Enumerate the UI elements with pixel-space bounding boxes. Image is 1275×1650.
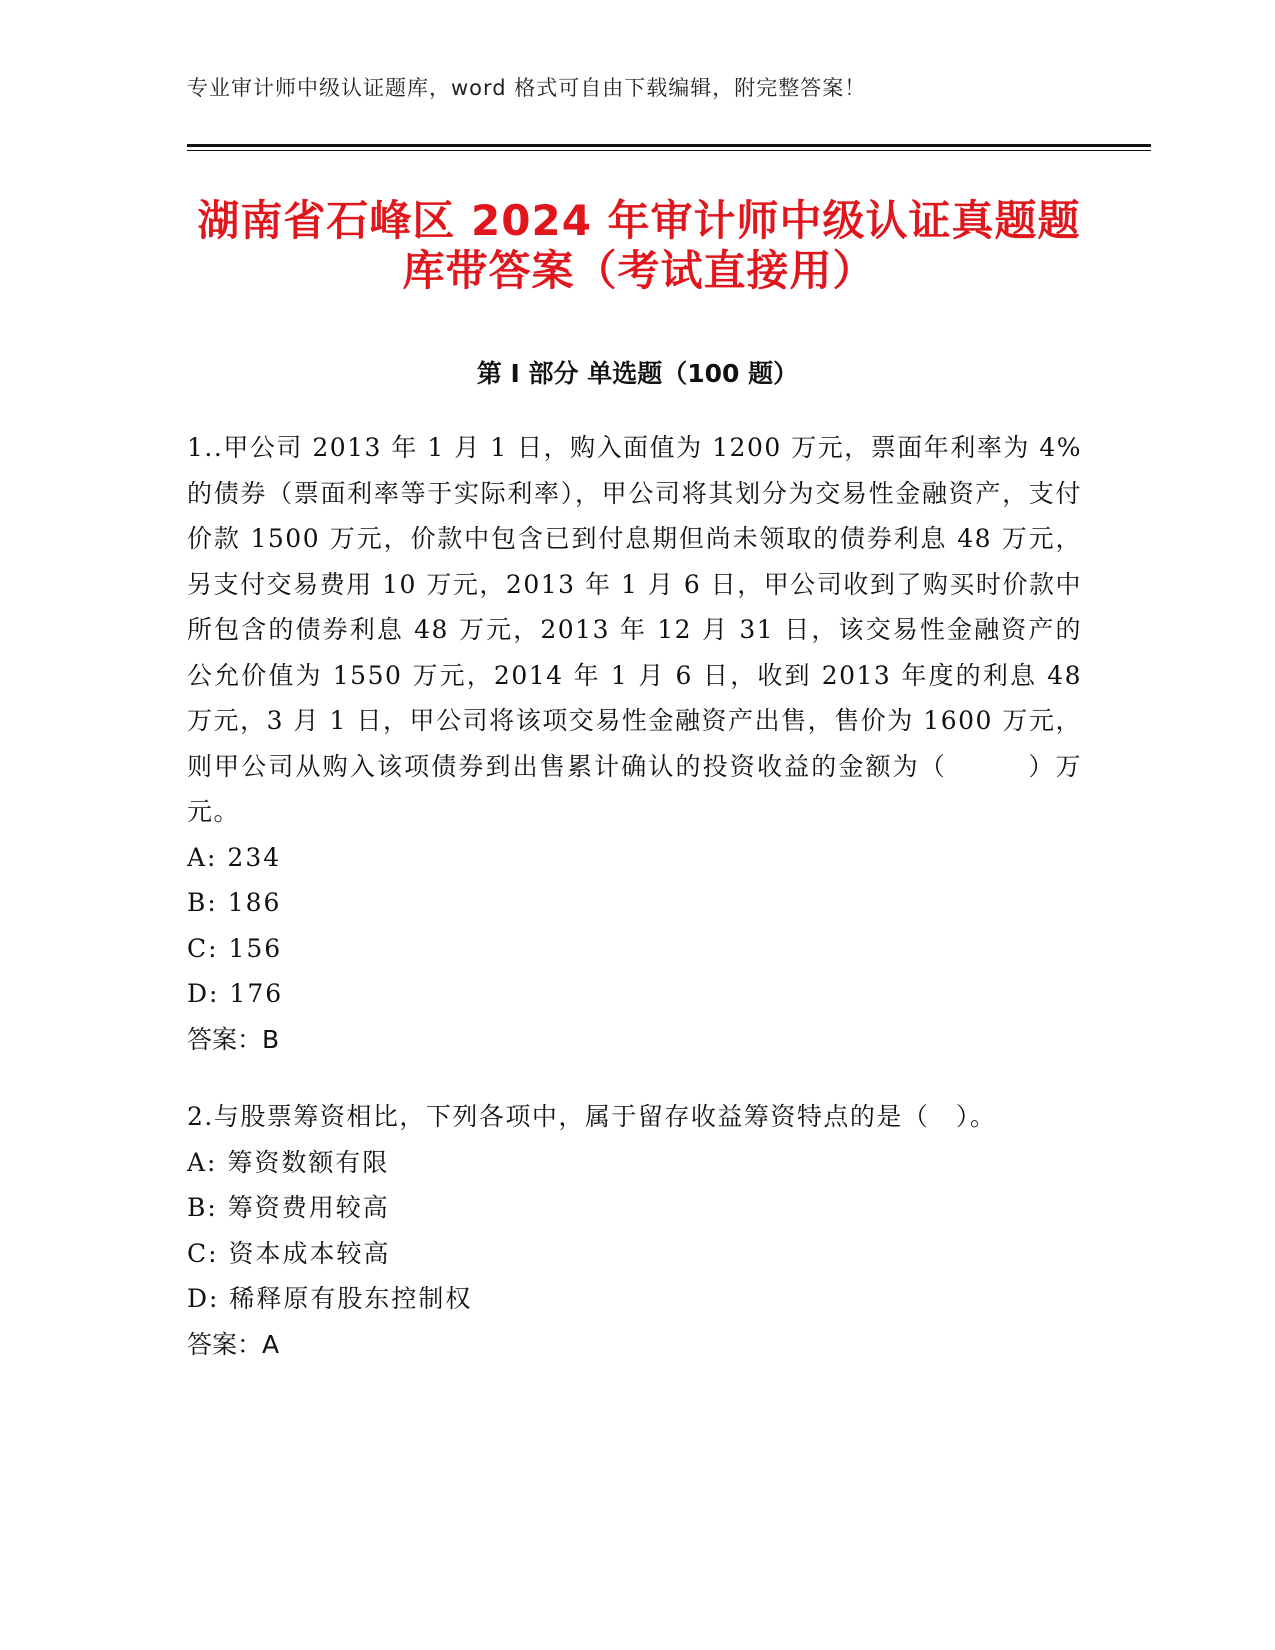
option-d: D: 稀释原有股东控制权 xyxy=(187,1284,473,1313)
answer: 答案：B xyxy=(187,1024,280,1054)
question-2 xyxy=(187,1094,1082,1367)
option-a: A: 234 xyxy=(187,842,282,872)
option-c: C: 156 xyxy=(187,933,283,963)
option-b: B: 筹资费用较高 xyxy=(187,1193,390,1222)
section-heading: 第 I 部分 单选题（100 题） xyxy=(476,359,799,388)
header-rule-thin xyxy=(187,150,1151,151)
question-1 xyxy=(187,425,1082,1062)
question-text: 1..甲公司 2013 年 1 月 1 日，购入面值为 1200 万元，票面年利率为 4%的债券（票面利率等于实际利率），甲公司将其划分为交易性金融资产，支付价款 1500 万元，价款中包含已到付息期但尚未领取的债券利息 48 万元，另支付交易费用 10 万元，2013 年 1 月 6 日，甲公司收到了购买时价款中所包含的债券利息 48 万元，2013 年 12 月 31 日，该交易性金融资产的公允价值为 1550 万元，2014 年 1 月 6 日，收到 2013 年度的利息 48 万元，3 月 1 日，甲公司将该项交易性金融资产出售，售价为 1600 万元，则甲公司从购入该项债券到出售累计确认的投资收益的金额为（ ）万元。 xyxy=(187,433,1082,826)
option-d: D: 176 xyxy=(187,979,284,1008)
document-title xyxy=(160,196,1118,296)
question-text: 2.与股票筹资相比，下列各项中，属于留存收益筹资特点的是（ ）。 xyxy=(187,1102,997,1131)
header-note: 专业审计师中级认证题库，word 格式可自由下载编辑，附完整答案！ xyxy=(187,76,867,100)
header-rule-thick xyxy=(187,144,1151,147)
title-line-1: 湖南省石峰区 2024 年审计师中级认证真题题 xyxy=(197,196,1081,245)
option-c: C: 资本成本较高 xyxy=(187,1238,391,1268)
option-b: B: 186 xyxy=(187,888,282,917)
title-line-2: 库带答案（考试直接用） xyxy=(402,246,876,295)
option-a: A: 筹资数额有限 xyxy=(187,1147,390,1177)
answer: 答案：A xyxy=(187,1329,280,1359)
